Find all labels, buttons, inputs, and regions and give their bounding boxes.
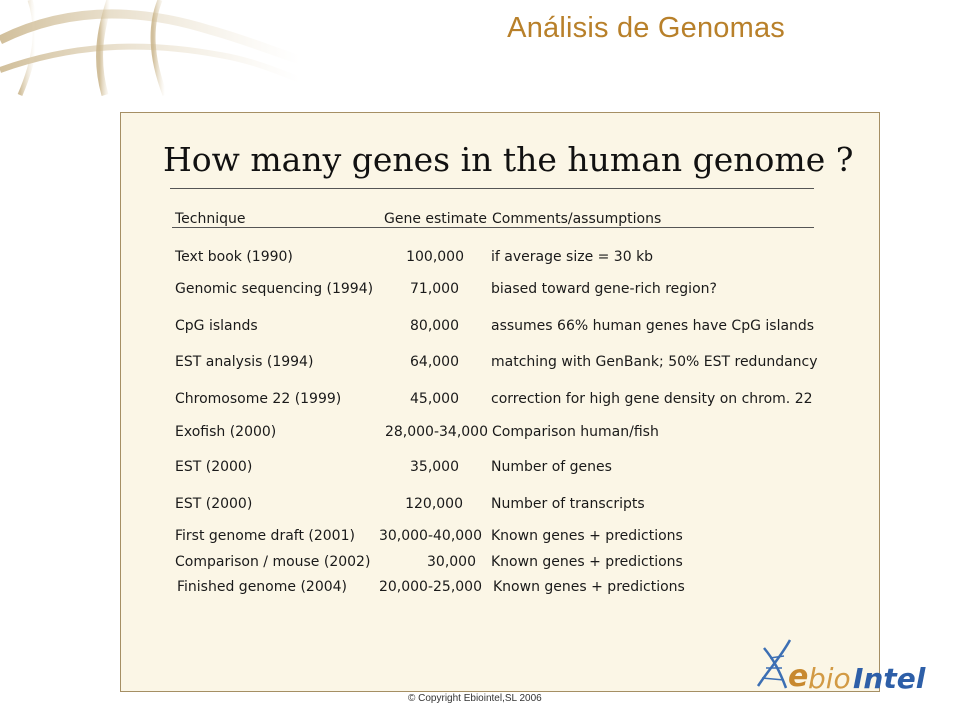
table-row [0, 391, 960, 407]
svg-text:Intel: Intel [853, 662, 926, 695]
column-header-estimate: Gene estimate [384, 211, 488, 227]
dna-molecule-icon [758, 640, 790, 688]
technique-cell: Genomic sequencing (1994) [175, 281, 374, 297]
technique-cell: Text book (1990) [175, 249, 293, 265]
table-row [0, 496, 960, 512]
comment-cell: if average size = 30 kb [491, 249, 654, 265]
comment-cell: Known genes + predictions [491, 554, 683, 570]
table-row [0, 281, 960, 297]
dna-decoration-graphic [0, 0, 300, 95]
slide-heading: How many genes in the human genome ? [163, 140, 854, 179]
technique-cell: EST (2000) [175, 496, 253, 512]
estimate-cell: 64,000 [410, 354, 459, 370]
technique-cell: First genome draft (2001) [175, 528, 355, 544]
technique-cell: EST analysis (1994) [175, 354, 314, 370]
estimate-cell: 35,000 [410, 459, 459, 475]
column-header-technique: Technique [175, 211, 246, 227]
table-header-row [0, 211, 960, 227]
table-header-divider [172, 227, 814, 228]
estimate-cell: 30,000 [427, 554, 476, 570]
technique-cell: Chromosome 22 (1999) [175, 391, 342, 407]
table-row [0, 354, 960, 370]
estimate-cell: 20,000-25,000 [378, 579, 482, 595]
table-row [0, 318, 960, 334]
estimate-cell: 28,000-34,000 [384, 424, 488, 440]
table-row [0, 249, 960, 265]
technique-cell: Finished genome (2004) [177, 579, 347, 595]
ebiointel-logo [750, 628, 926, 698]
svg-text:e: e [788, 659, 809, 694]
technique-cell: Exofish (2000) [175, 424, 277, 440]
comment-cell: Number of transcripts [491, 496, 645, 512]
svg-text:bio: bio [808, 662, 851, 695]
comment-cell: biased toward gene-rich region? [491, 281, 717, 297]
table-row [0, 424, 960, 440]
comment-cell: Number of genes [491, 459, 612, 475]
technique-cell: Comparison / mouse (2002) [175, 554, 371, 570]
comment-cell: correction for high gene density on chrom. 22 [491, 391, 813, 407]
table-row [0, 579, 960, 595]
estimate-cell: 80,000 [410, 318, 459, 334]
estimate-cell: 30,000-40,000 [378, 528, 482, 544]
technique-cell: CpG islands [175, 318, 258, 334]
comment-cell: assumes 66% human genes have CpG islands [491, 318, 815, 334]
copyright-notice: © Copyright Ebiointel,SL 2006 [408, 693, 542, 704]
heading-divider [170, 188, 814, 189]
column-header-comments: Comments/assumptions [492, 211, 662, 227]
estimate-cell: 120,000 [405, 496, 463, 512]
table-row [0, 528, 960, 544]
page-title: Análisis de Genomas [507, 12, 785, 44]
technique-cell: EST (2000) [175, 459, 253, 475]
comment-cell: Known genes + predictions [491, 528, 683, 544]
estimate-cell: 71,000 [410, 281, 459, 297]
comment-cell: Comparison human/fish [492, 424, 659, 440]
comment-cell: Known genes + predictions [493, 579, 685, 595]
estimate-cell: 45,000 [410, 391, 459, 407]
comment-cell: matching with GenBank; 50% EST redundancy [491, 354, 818, 370]
table-row [0, 459, 960, 475]
table-row [0, 554, 960, 570]
estimate-cell: 100,000 [406, 249, 464, 265]
